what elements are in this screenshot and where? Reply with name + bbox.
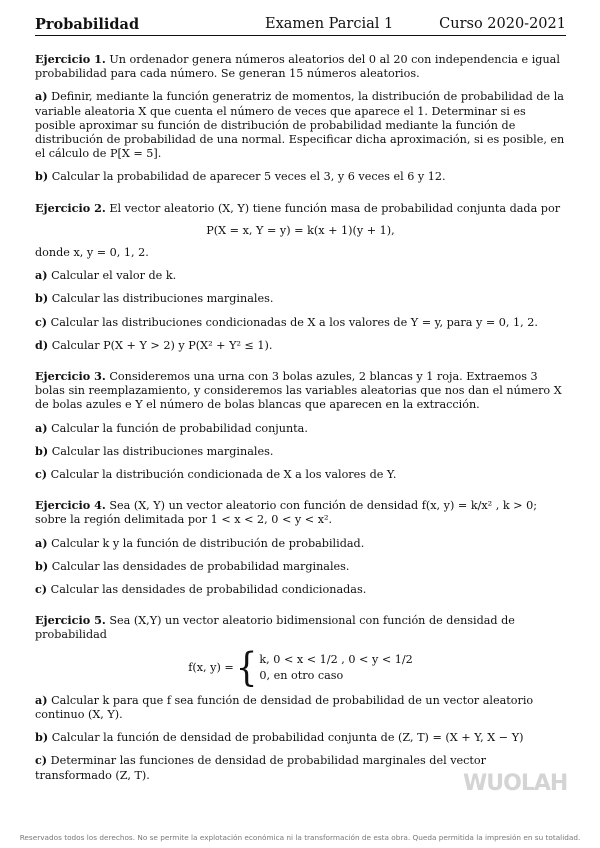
part-label: c) (35, 582, 48, 597)
part-text: Calcular la función de densidad de probabilidad conjunta de (Z, T) = (X + Y, X − Y) (51, 731, 524, 745)
part-label: a) (35, 268, 48, 283)
part-label: a) (35, 420, 48, 435)
exam-content (35, 52, 566, 791)
part-label: b) (35, 443, 49, 458)
wuolah-watermark: WUOLAH (463, 771, 568, 796)
exercise-2-domain: donde x, y = 0, 1, 2. (35, 246, 149, 260)
exercise-2-intro-text: El vector aleatorio (X, Y) tiene función masa de probabilidad conjunta dada por (109, 201, 561, 215)
exercise-4-intro-text: Sea (X, Y) un vector aleatorio con función de densidad f(x, y) = k/x² , k > 0; sobre la región delimitada por 1 < x < 2, 0 < y < x². (35, 499, 537, 527)
part-text: Calcular la distribución condicionada de X a los valores de Y. (50, 468, 397, 482)
part-text: Determinar las funciones de densidad de probabilidad marginales del vector transformado (Z, T). (35, 754, 486, 782)
exercise-4-part-a (35, 536, 566, 551)
exercise-2 (35, 201, 566, 353)
exercise-2-part-d (35, 338, 566, 353)
part-label: d) (35, 337, 49, 352)
part-text: Calcular k para que f sea función de densidad de probabilidad de un vector aleatorio continuo (X, Y). (35, 693, 534, 721)
exercise-1-part-b (35, 169, 566, 184)
exercise-5-intro-text: Sea (X,Y) un vector aleatorio bidimensional con función de densidad de probabilidad (35, 614, 515, 642)
exercise-2-part-c (35, 315, 566, 330)
course-year: Curso 2020-2021 (439, 16, 566, 32)
part-label: b) (35, 169, 49, 184)
part-label: a) (35, 692, 48, 707)
exercise-3-intro (35, 369, 566, 413)
exercise-1 (35, 52, 566, 185)
density-function-label: f(x, y) = (188, 660, 234, 674)
part-text: Calcular el valor de k. (51, 269, 177, 283)
exercise-3-intro-text: Consideremos una urna con 3 bolas azules, 2 blancas y 1 roja. Extraemos 3 bolas sin reemplazamiento, y consideremos las variables aleatorias que nos dan el número X de bolas azules e Y el número de bolas blancas que aparecen en la extracción. (35, 370, 562, 412)
exercise-5 (35, 613, 566, 782)
part-text: Calcular las distribuciones marginales. (51, 444, 274, 458)
copyright-footer: Reservados todos los derechos. No se permite la explotación económica ni la transformación de esta obra. Queda permitida la impresión en su totalidad. (19, 833, 581, 842)
exercise-5-part-a (35, 693, 566, 722)
piecewise-density (35, 644, 566, 691)
exercise-1-intro (35, 52, 566, 81)
exercise-1-title: Ejercicio 1. (35, 52, 106, 66)
part-text: Calcular las densidades de probabilidad condicionadas. (50, 583, 367, 597)
brace-symbol: { (235, 644, 258, 691)
exercise-1-intro-text: Un ordenador genera números aleatorios del 0 al 20 con independencia e igual probabilidad para cada número. Se generan 15 números aleatorios. (35, 53, 560, 81)
exercise-5-intro (35, 613, 566, 642)
exercise-2-part-a (35, 268, 566, 283)
page-header (35, 13, 566, 37)
part-label: c) (35, 753, 48, 768)
part-text: Calcular la probabilidad de aparecer 5 veces el 3, y 6 veces el 6 y 12. (51, 170, 446, 184)
exercise-5-title: Ejercicio 5. (35, 613, 106, 628)
exercise-3 (35, 369, 566, 482)
part-text: Calcular la función de probabilidad conjunta. (51, 421, 308, 435)
exercise-3-part-c (35, 467, 566, 482)
subject-title: Probabilidad (35, 16, 140, 33)
exercise-4-intro (35, 498, 566, 527)
part-label: b) (35, 291, 49, 306)
exercise-4 (35, 498, 566, 597)
exercise-2-part-b (35, 291, 566, 306)
part-text: Calcular k y la función de distribución de probabilidad. (51, 536, 365, 550)
part-text: Calcular las densidades de probabilidad marginales. (51, 559, 350, 573)
exercise-4-part-b (35, 559, 566, 574)
header-divider (35, 35, 566, 36)
part-label: c) (35, 467, 48, 482)
part-label: b) (35, 558, 49, 573)
part-label: c) (35, 314, 48, 329)
part-text: Definir, mediante la función generatriz de momentos, la distribución de probabilidad de la variable aleatoria X que cuenta el número de veces que aparece el 1. Determinar si es posible aproximar su función de distribución de probabilidad mediante la función de distribución de probabilidad de una normal. Especificar dicha aproximación, si es posible, en el cálculo de P[X = 5]. (35, 90, 565, 161)
part-text: Calcular las distribuciones condicionadas de X a los valores de Y = y, para y = 0, 1, 2. (50, 315, 538, 329)
part-text: Calcular las distribuciones marginales. (51, 292, 274, 306)
exercise-2-title: Ejercicio 2. (35, 200, 106, 215)
piecewise-cases (259, 652, 412, 684)
part-label: a) (35, 89, 48, 104)
case-2: 0, en otro caso (259, 668, 344, 682)
exercise-4-part-c (35, 582, 566, 597)
exam-title: Examen Parcial 1 (265, 16, 394, 32)
exercise-3-part-a (35, 421, 566, 436)
exercise-5-part-b (35, 730, 566, 745)
exercise-2-formula: P(X = x, Y = y) = k(x + 1)(y + 1), (206, 223, 395, 237)
part-label: a) (35, 535, 48, 550)
exercise-3-part-b (35, 444, 566, 459)
exercise-3-title: Ejercicio 3. (35, 369, 106, 384)
exercise-1-part-a (35, 89, 566, 161)
case-1: k, 0 < x < 1/2 , 0 < y < 1/2 (259, 652, 413, 666)
part-label: b) (35, 730, 49, 745)
exercise-4-title: Ejercicio 4. (35, 498, 106, 513)
part-text: Calcular P(X + Y > 2) y P(X² + Y² ≤ 1). (51, 338, 273, 352)
exercise-2-intro (35, 201, 566, 216)
